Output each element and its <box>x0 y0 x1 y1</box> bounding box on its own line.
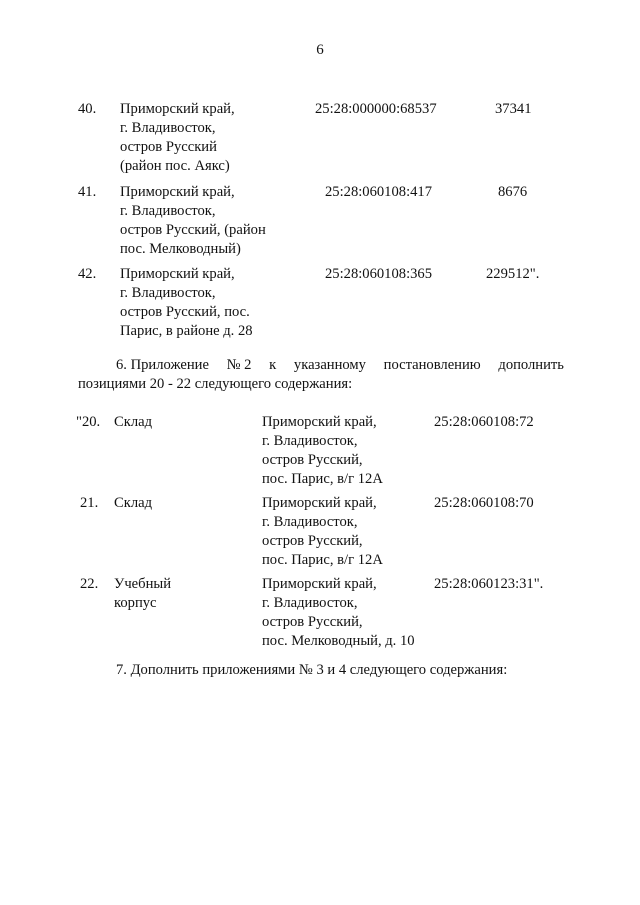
row-location: Приморский край, г. Владивосток, остров Русский, пос. Мелководный, д. 10 <box>262 576 415 649</box>
paragraph-6 <box>78 356 564 394</box>
paragraph-6-line-2: позициями 20 - 22 следующего содержания: <box>78 376 353 392</box>
row-name: Склад <box>114 495 153 511</box>
row-name: Учебный корпус <box>114 576 171 611</box>
row-number: "20. <box>76 414 101 430</box>
row-name: Склад <box>114 414 153 430</box>
paragraph-6-line-1: 6. Приложение № 2 к указанному постановлению дополнить <box>116 357 564 373</box>
row-area: 37341 <box>495 101 532 117</box>
row-cadastral-number: 25:28:060108:70 <box>434 495 534 511</box>
row-cadastral-number: 25:28:060108:365 <box>325 266 433 282</box>
row-cadastral-number: 25:28:000000:68537 <box>315 101 437 117</box>
row-location: Приморский край, г. Владивосток, остров Русский, пос. Парис, в/г 12А <box>262 495 383 568</box>
row-cadastral-number: 25:28:060123:31". <box>434 576 544 592</box>
row-number: 22. <box>80 576 99 592</box>
paragraph-7: 7. Дополнить приложениями № 3 и 4 следующего содержания: <box>116 662 508 678</box>
row-number: 21. <box>80 495 99 511</box>
row-area: 229512". <box>486 266 540 282</box>
row-location: Приморский край, г. Владивосток, остров Русский, пос. Парис, в районе д. 28 <box>120 266 253 339</box>
row-cadastral-number: 25:28:060108:72 <box>434 414 534 430</box>
row-area: 8676 <box>498 184 528 200</box>
row-number: 42. <box>78 266 97 282</box>
row-location: Приморский край, г. Владивосток, остров Русский, пос. Парис, в/г 12А <box>262 414 383 487</box>
row-number: 41. <box>78 184 97 200</box>
row-location: Приморский край, г. Владивосток, остров Русский, (район пос. Мелководный) <box>120 184 266 257</box>
row-location: Приморский край, г. Владивосток, остров Русский (район пос. Аякс) <box>120 101 235 174</box>
row-cadastral-number: 25:28:060108:417 <box>325 184 433 200</box>
page-number: 6 <box>316 42 324 58</box>
row-number: 40. <box>78 101 97 117</box>
